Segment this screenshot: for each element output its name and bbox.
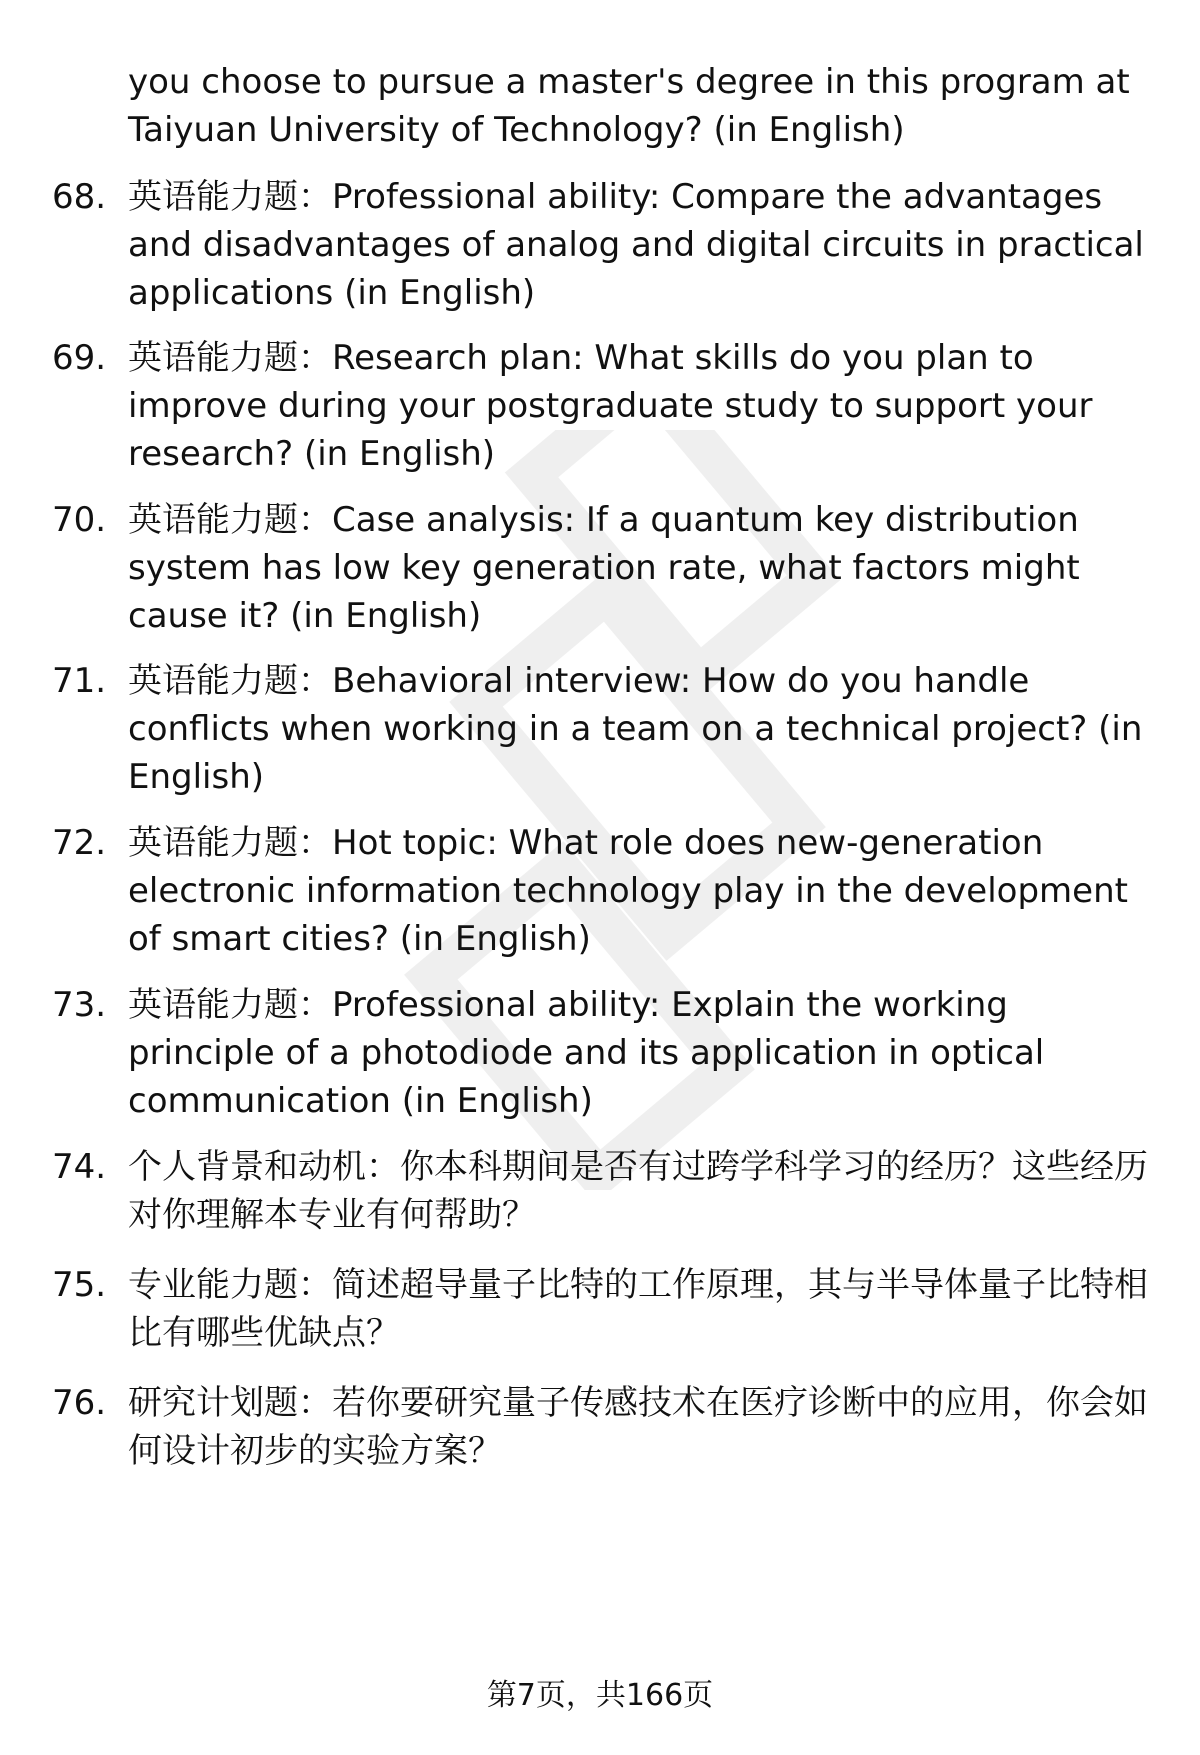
question-text: 专业能力题：简述超导量子比特的工作原理，其与半导体量子比特相比有哪些优缺点？ [128,1265,1148,1353]
question-number: 68. [52,177,107,217]
question-number: 72. [52,823,107,863]
question-text: 英语能力题：Behavioral interview: How do you handle conflicts when working in a team on a technical project? (in English) [128,661,1143,797]
question-text: 研究计划题：若你要研究量子传感技术在医疗诊断中的应用，你会如何设计初步的实验方案？ [128,1383,1148,1471]
page-footer: 第7页，共166页 [486,1678,714,1713]
question-number: 73. [52,985,107,1025]
question-number: 74. [52,1147,107,1187]
question-text: 英语能力题：Professional ability: Explain the working principle of a photodiode and its application in optical communication (in English) [128,985,1045,1121]
question-text: 个人背景和动机：你本科期间是否有过跨学科学习的经历？这些经历对你理解本专业有何帮助？ [128,1147,1148,1235]
continued-question-text: you choose to pursue a master's degree in this program at Taiyuan University of Technology? (in English) [128,62,1130,150]
question-text: 英语能力题：Research plan: What skills do you plan to improve during your postgraduate study to support your research? (in English) [128,338,1093,474]
question-number: 75. [52,1265,107,1305]
question-text: 英语能力题：Case analysis: If a quantum key distribution system has low key generation rate, what factors might cause it? (in English) [128,500,1080,636]
question-text: 英语能力题：Hot topic: What role does new-generation electronic information technology play in the development of smart cities? (in English) [128,823,1128,959]
question-number: 69. [52,338,107,378]
question-number: 71. [52,661,107,701]
question-number: 70. [52,500,107,540]
question-number: 76. [52,1383,107,1423]
question-text: 英语能力题：Professional ability: Compare the advantages and disadvantages of analog and digital circuits in practical applications (in English) [128,177,1144,313]
